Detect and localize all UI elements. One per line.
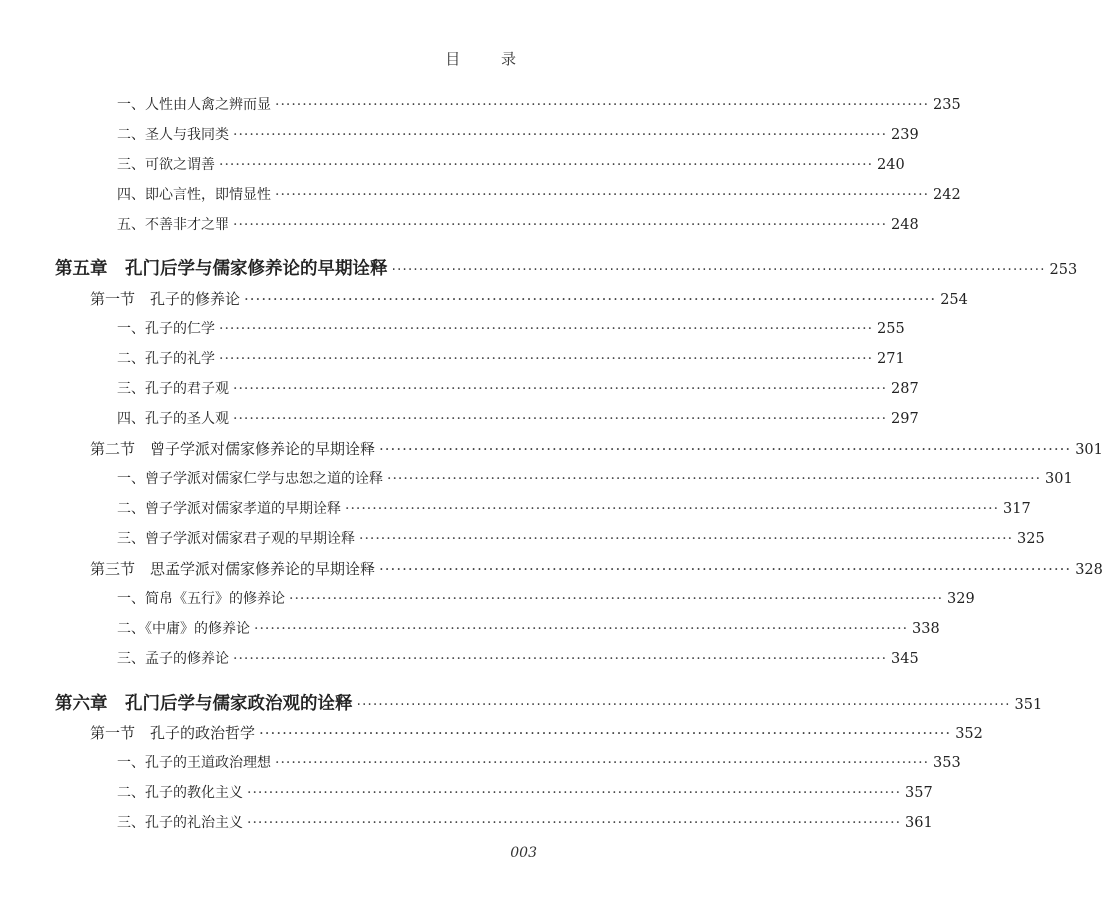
- toc-section: [90, 558, 1103, 579]
- toc-page-number: 325: [1017, 531, 1045, 547]
- toc-page-number: 254: [940, 292, 968, 308]
- toc-page-number: 240: [877, 157, 905, 173]
- dot-leader: ························································································································: [259, 724, 952, 742]
- toc-subentry: [117, 752, 961, 772]
- dot-leader: ························································································································: [379, 560, 1072, 578]
- toc-title: 三、孔子的礼治主义: [117, 815, 243, 831]
- toc-title: 一、孔子的王道政治理想: [117, 755, 271, 771]
- toc-title: 三、曾子学派对儒家君子观的早期诠释: [117, 531, 355, 547]
- toc-section: [90, 722, 983, 743]
- toc-title: 三、孔子的君子观: [117, 381, 229, 397]
- dot-leader: ························································································································: [219, 157, 874, 173]
- toc-subentry: [117, 318, 905, 338]
- toc-page-number: 242: [933, 187, 961, 203]
- toc-page-number: 361: [905, 815, 933, 831]
- dot-leader: ························································································································: [219, 351, 874, 367]
- toc-page-number: 297: [891, 411, 919, 427]
- dot-leader: ························································································································: [345, 501, 1000, 517]
- toc-page-number: 317: [1003, 501, 1031, 517]
- dot-leader: ························································································································: [233, 381, 888, 397]
- toc-title: 第二节 曾子学派对儒家修养论的早期诠释: [90, 440, 376, 458]
- toc-subentry: [117, 782, 933, 802]
- toc-title: 二、孔子的教化主义: [117, 785, 243, 801]
- dot-leader: ························································································································: [275, 97, 930, 113]
- dot-leader: ························································································································: [247, 785, 902, 801]
- toc-subentry: [117, 588, 975, 608]
- dot-leader: ························································································································: [247, 815, 902, 831]
- toc-title: 第三节 思孟学派对儒家修养论的早期诠释: [90, 560, 376, 578]
- toc-subentry: [117, 348, 905, 368]
- toc-subentry: [117, 408, 919, 428]
- toc-subentry: [117, 812, 933, 832]
- dot-leader: ························································································································: [244, 290, 937, 308]
- toc-title: 第一节 孔子的修养论: [90, 290, 241, 308]
- toc-page-number: 345: [891, 651, 919, 667]
- toc-page-number: 255: [877, 321, 905, 337]
- toc-title: 四、孔子的圣人观: [117, 411, 229, 427]
- toc-page-number: 353: [933, 755, 961, 771]
- dot-leader: ························································································································: [233, 411, 888, 427]
- toc-title: 第五章 孔门后学与儒家修养论的早期诠释: [55, 259, 388, 279]
- toc-page-number: 357: [905, 785, 933, 801]
- toc-title: 一、简帛《五行》的修养论: [117, 591, 285, 607]
- toc-subentry: [117, 154, 905, 174]
- toc-section: [90, 288, 968, 309]
- dot-leader: ························································································································: [275, 187, 930, 203]
- toc-subentry: [117, 468, 1073, 488]
- toc-title: 三、可欲之谓善: [117, 157, 215, 173]
- toc-page-number: 352: [955, 726, 983, 742]
- toc-subentry: [117, 528, 1045, 548]
- dot-leader: ························································································································: [289, 591, 944, 607]
- toc-page-number: 328: [1075, 562, 1103, 578]
- toc-title: 一、曾子学派对儒家仁学与忠恕之道的诠释: [117, 471, 383, 487]
- toc-subentry: [117, 618, 940, 638]
- toc-subentry: [117, 94, 961, 114]
- toc-subentry: [117, 498, 1031, 518]
- toc-page-number: 287: [891, 381, 919, 397]
- toc-page-number: 338: [912, 621, 940, 637]
- toc-page-number: 271: [877, 351, 905, 367]
- toc-page-number: 239: [891, 127, 919, 143]
- dot-leader: ························································································································: [254, 621, 909, 637]
- dot-leader: ························································································································: [391, 262, 1046, 278]
- toc-title: 五、不善非才之罪: [117, 217, 229, 233]
- dot-leader: ························································································································: [219, 321, 874, 337]
- toc-title: 四、即心言性，即情显性: [117, 187, 271, 203]
- dot-leader: ························································································································: [233, 651, 888, 667]
- toc-page-number: 329: [947, 591, 975, 607]
- toc-title: 第一节 孔子的政治哲学: [90, 724, 256, 742]
- toc-chapter: [55, 255, 1078, 280]
- running-header: 目 录: [445, 50, 534, 68]
- toc-page-number: 351: [1014, 697, 1043, 713]
- toc-section: [90, 438, 1103, 459]
- toc-subentry: [117, 214, 919, 234]
- dot-leader: ························································································································: [275, 755, 930, 771]
- dot-leader: ························································································································: [387, 471, 1042, 487]
- toc-page-number: 253: [1049, 262, 1078, 278]
- toc-page-number: 301: [1045, 471, 1073, 487]
- toc-subentry: [117, 648, 919, 668]
- toc-page-number: 301: [1075, 442, 1103, 458]
- dot-leader: ························································································································: [379, 440, 1072, 458]
- dot-leader: ························································································································: [356, 697, 1011, 713]
- toc-title: 一、孔子的仁学: [117, 321, 215, 337]
- page-number: 003: [510, 845, 537, 861]
- toc-page-number: 235: [933, 97, 961, 113]
- toc-subentry: [117, 124, 919, 144]
- toc-title: 二、孔子的礼学: [117, 351, 215, 367]
- toc-chapter: [55, 690, 1043, 715]
- toc-title: 一、人性由人禽之辨而显: [117, 97, 271, 113]
- dot-leader: ························································································································: [233, 127, 888, 143]
- dot-leader: ························································································································: [359, 531, 1014, 547]
- toc-title: 三、孟子的修养论: [117, 651, 229, 667]
- toc-title: 二、圣人与我同类: [117, 127, 229, 143]
- toc-title: 二、《中庸》的修养论: [117, 621, 250, 637]
- dot-leader: ························································································································: [233, 217, 888, 233]
- toc-title: 二、曾子学派对儒家孝道的早期诠释: [117, 501, 341, 517]
- toc-page-number: 248: [891, 217, 919, 233]
- toc-title: 第六章 孔门后学与儒家政治观的诠释: [55, 694, 353, 714]
- toc-subentry: [117, 184, 961, 204]
- toc-subentry: [117, 378, 919, 398]
